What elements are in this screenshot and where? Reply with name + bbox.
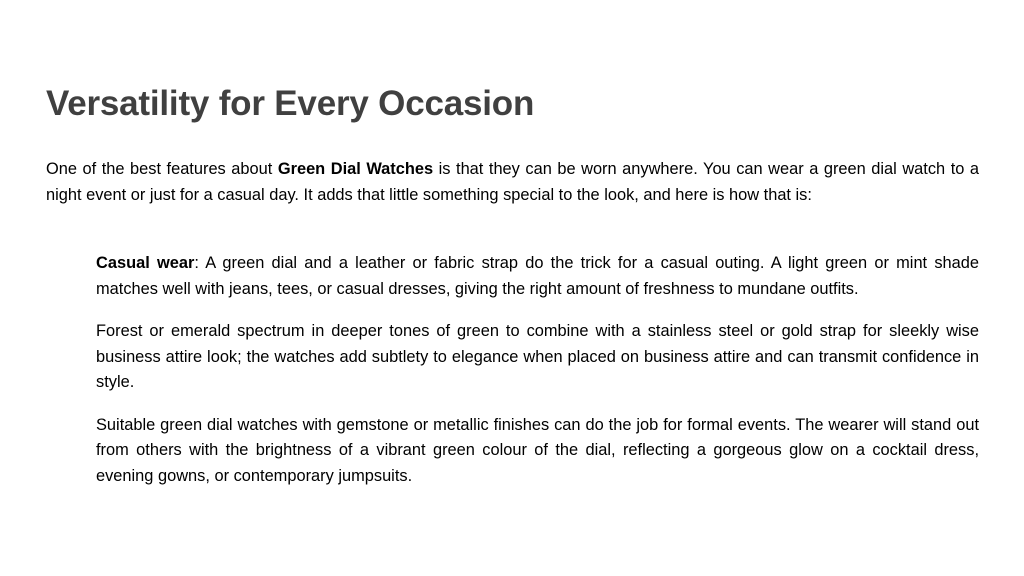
page-title: Versatility for Every Occasion bbox=[46, 84, 535, 123]
casual-wear-text: : A green dial and a leather or fabric strap do the trick for a casual outing. A light green or mint shade matches well with jeans, tees, or casual dresses, giving the right amount of freshness to mundane outfits. bbox=[96, 254, 979, 298]
formal-events-paragraph: Suitable green dial watches with gemstone or metallic finishes can do the job for formal events. The wearer will stand out from others with the brightness of a vibrant green colour of the dial, reflecting a gorgeous glow on a cocktail dress, evening gowns, or contemporary jumpsuits. bbox=[96, 415, 979, 485]
intro-emphasis: Green Dial Watches bbox=[277, 160, 434, 178]
intro-text-start: One of the best features about bbox=[46, 160, 278, 178]
occasion-list bbox=[96, 251, 979, 506]
intro-paragraph bbox=[46, 157, 979, 208]
intro-text-end: is that they can be worn anywhere. You can wear a green dial watch to a night event or just for a casual day. It adds that little something special to the look, and here is how that is: bbox=[46, 160, 980, 204]
business-attire-paragraph: Forest or emerald spectrum in deeper tones of green to combine with a stainless steel or gold strap for sleekly wise business attire look; the watches add subtlety to elegance when placed on business attire and can transmit confidence in style. bbox=[96, 322, 979, 391]
casual-wear-paragraph bbox=[96, 251, 979, 302]
casual-wear-heading: Casual wear bbox=[96, 254, 195, 272]
